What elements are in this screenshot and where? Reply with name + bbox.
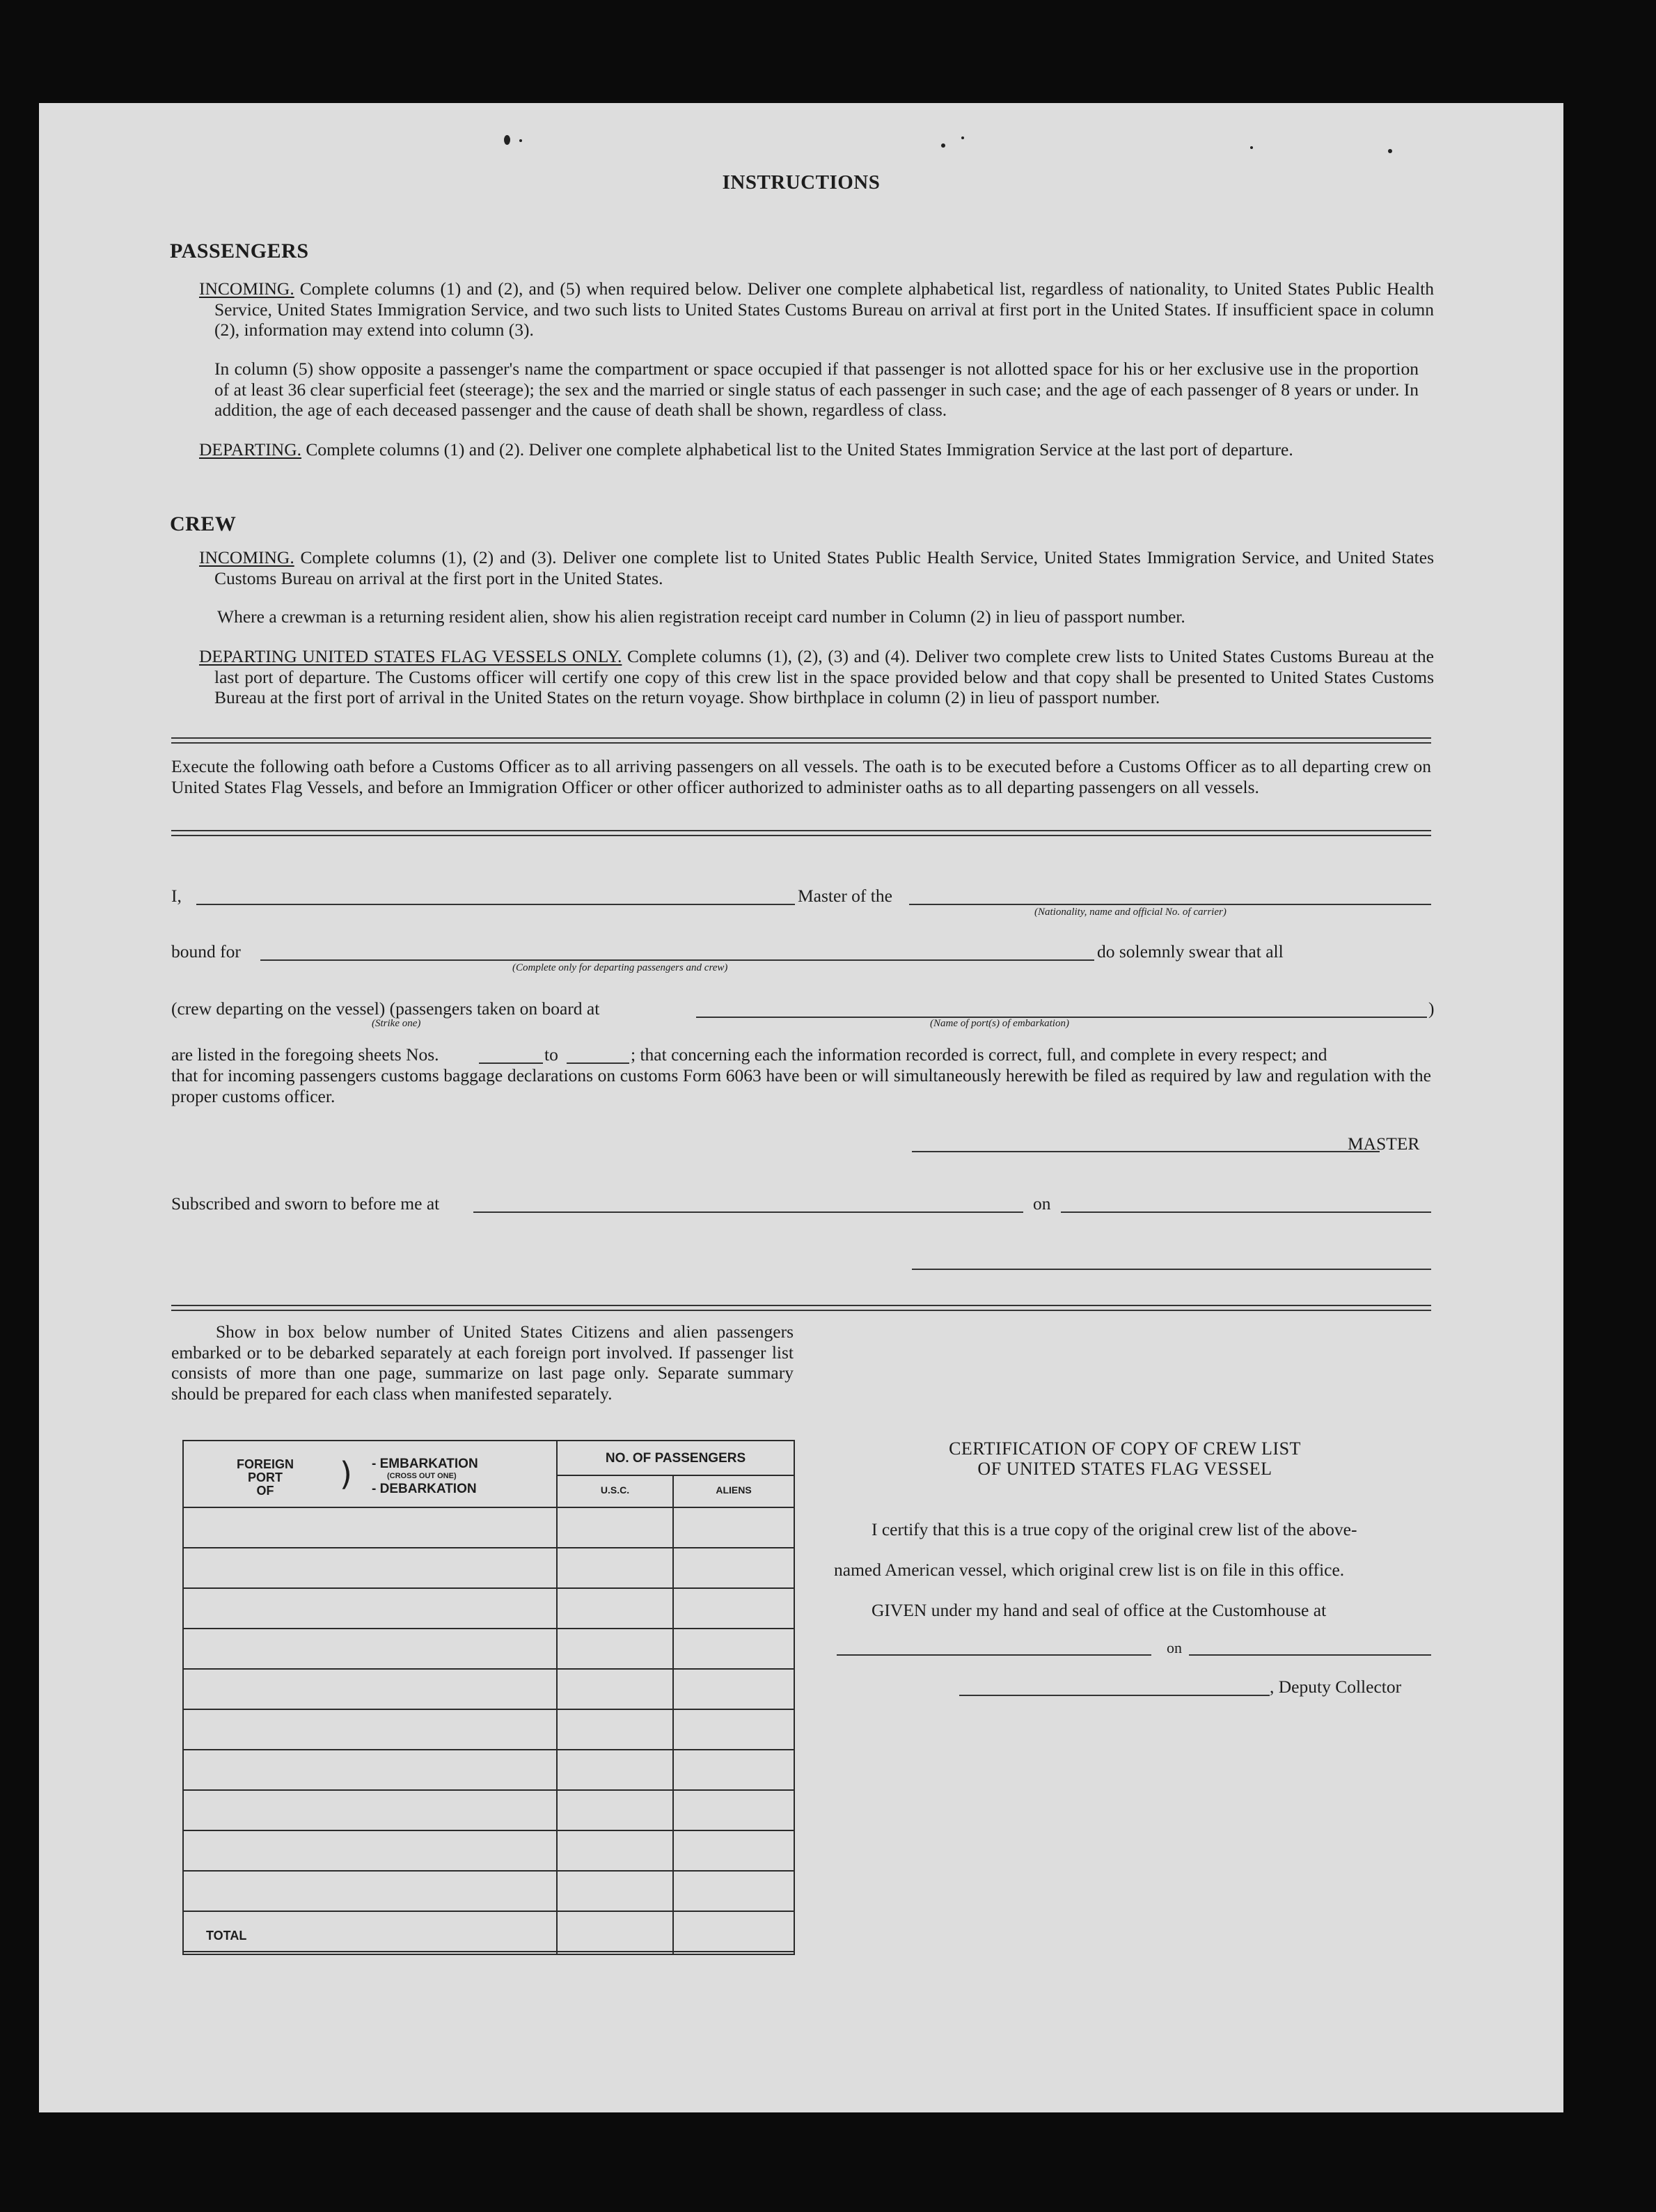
table-row[interactable] bbox=[184, 1911, 794, 1912]
crew-incoming-paragraph bbox=[199, 547, 1434, 588]
deputy-collector-label: , Deputy Collector bbox=[1270, 1677, 1402, 1697]
summary-instructions: Show in box below number of United States Citizens and alien passengers embarked or to be debarked separately at each foreign port involved. If passenger list consists of more than one page, summarize on last page only. Separate summary should be prepared for each class when manifested separately. bbox=[171, 1321, 794, 1404]
passengers-incoming-text: Complete columns (1) and (2), and (5) when required below. Deliver one complete alphabetical list, regardless of nationality, to United States Public Health Service, United States Immigration Service, and two such lists to United States Customs Bureau on arrival at first port in the United States. If insufficient space in column (2), information may extend into column (3). bbox=[214, 279, 1434, 340]
deputy-collector-signature-field[interactable] bbox=[959, 1695, 1270, 1696]
destination-field[interactable] bbox=[260, 959, 1094, 961]
table-column-divider bbox=[556, 1441, 558, 1954]
customhouse-field[interactable] bbox=[837, 1654, 1151, 1656]
scan-speck bbox=[941, 143, 945, 148]
table-row[interactable] bbox=[184, 1789, 794, 1791]
sworn-on-label: on bbox=[1033, 1193, 1051, 1214]
table-row[interactable] bbox=[184, 1668, 794, 1670]
page-title: INSTRUCTIONS bbox=[722, 171, 881, 194]
debarkation-label: - DEBARKATION bbox=[372, 1482, 477, 1496]
table-row[interactable] bbox=[184, 1870, 794, 1872]
close-paren: ) bbox=[1428, 998, 1435, 1019]
crew-incoming-label: INCOMING. bbox=[199, 547, 294, 567]
table-row[interactable] bbox=[184, 1709, 794, 1710]
sheet-to-field[interactable] bbox=[567, 1062, 629, 1064]
total-label: TOTAL bbox=[206, 1929, 247, 1943]
brace-icon: ) bbox=[340, 1455, 352, 1493]
table-row[interactable] bbox=[184, 1547, 794, 1548]
destination-hint: (Complete only for departing passengers and crew) bbox=[512, 962, 728, 973]
master-signature-field[interactable] bbox=[912, 1151, 1380, 1152]
crew-passengers-label: (crew departing on the vessel) (passengers taken on board at bbox=[171, 998, 600, 1019]
scan-speck bbox=[961, 136, 964, 139]
passengers-column5-paragraph: In column (5) show opposite a passenger's name the compartment or space occupied if that passenger is not allotted space for his or her exclusive use in the proportion of at least 36 clear superficial feet (steerage); the sex and the married or single status of each passenger in such case; and the age of each passenger of 8 years or under. In addition, the age of each deceased passenger and the cause of death shall be shown, regardless of class. bbox=[214, 359, 1419, 420]
solemnly-swear-label: do solemnly swear that all bbox=[1097, 941, 1284, 962]
sheets-nos-label: are listed in the foregoing sheets Nos. bbox=[171, 1044, 439, 1065]
sworn-date-field[interactable] bbox=[1061, 1211, 1431, 1213]
sworn-place-field[interactable] bbox=[473, 1211, 1023, 1213]
section-divider bbox=[171, 830, 1431, 836]
crew-heading: CREW bbox=[170, 512, 237, 535]
table-header-bottom bbox=[184, 1507, 794, 1508]
table-row[interactable] bbox=[184, 1587, 794, 1589]
master-label: MASTER bbox=[1348, 1134, 1420, 1154]
oath-i-label: I, bbox=[171, 886, 182, 906]
table-row[interactable] bbox=[184, 1951, 794, 1952]
passengers-incoming-label: INCOMING. bbox=[199, 279, 294, 299]
no-of-passengers-header: NO. OF PASSENGERS bbox=[605, 1451, 746, 1466]
carrier-field[interactable] bbox=[909, 904, 1431, 905]
sheets-to-label: to bbox=[544, 1044, 558, 1065]
certification-title bbox=[826, 1438, 1424, 1479]
table-header-divider bbox=[558, 1475, 794, 1476]
sheets-concerning-label: ; that concerning each the information recorded is correct, full, and complete in every respect; and bbox=[631, 1044, 1327, 1065]
table-row[interactable] bbox=[184, 1830, 794, 1831]
sheet-from-field[interactable] bbox=[479, 1062, 543, 1064]
certification-title-line2: OF UNITED STATES FLAG VESSEL bbox=[977, 1459, 1272, 1479]
certification-date-field[interactable] bbox=[1189, 1654, 1431, 1656]
usc-header: U.S.C. bbox=[600, 1484, 630, 1496]
passenger-summary-table bbox=[182, 1440, 795, 1955]
officer-signature-field[interactable] bbox=[912, 1269, 1431, 1270]
section-divider bbox=[171, 1305, 1431, 1311]
crew-departing-text: Complete columns (1), (2), (3) and (4). Deliver two complete crew lists to United States Customs Bureau at the last port of departure. The Customs officer will certify one copy of this crew list in the space provided below and that copy shall be presented to United States Customs Bureau at the first port of arrival in the United States on the return voyage. Show birthplace in column (2) in lieu of passport number. bbox=[214, 646, 1435, 707]
carrier-hint: (Nationality, name and official No. of carrier) bbox=[1034, 907, 1227, 918]
passengers-departing-text: Complete columns (1) and (2). Deliver one complete alphabetical list to the United States Immigration Service at the last port of departure. bbox=[306, 439, 1293, 460]
certification-line1: I certify that this is a true copy of the original crew list of the above- bbox=[872, 1519, 1357, 1539]
passengers-departing-paragraph bbox=[199, 439, 1434, 460]
certification-title-line1: CERTIFICATION OF COPY OF CREW LIST bbox=[949, 1438, 1301, 1459]
master-of-label: Master of the bbox=[798, 886, 892, 906]
master-name-field[interactable] bbox=[196, 904, 795, 905]
crew-departing-paragraph bbox=[199, 646, 1434, 708]
certification-line3: GIVEN under my hand and seal of office at the Customhouse at bbox=[872, 1600, 1327, 1620]
aliens-header: ALIENS bbox=[716, 1484, 752, 1496]
bound-for-label: bound for bbox=[171, 941, 241, 962]
form-sheet bbox=[39, 103, 1563, 2112]
foreign-label: FOREIGN bbox=[236, 1457, 294, 1471]
oath-declaration-paragraph: that for incoming passengers customs baggage declarations on customs Form 6063 have been or will simultaneously herewith be filed as required by law and regulation with the proper customs officer. bbox=[171, 1065, 1431, 1106]
scan-speck bbox=[504, 135, 510, 145]
passengers-incoming-paragraph bbox=[199, 279, 1434, 340]
scan-speck bbox=[1250, 146, 1253, 149]
embarkation-hint: (Name of port(s) of embarkation) bbox=[930, 1018, 1069, 1029]
embarkation-label: - EMBARKATION bbox=[372, 1457, 478, 1471]
strike-one-hint: (Strike one) bbox=[372, 1018, 421, 1029]
passengers-departing-label: DEPARTING. bbox=[199, 439, 301, 460]
subscribed-label: Subscribed and sworn to before me at bbox=[171, 1193, 440, 1214]
certification-line2: named American vessel, which original crew list is on file in this office. bbox=[834, 1560, 1345, 1580]
foreign-port-header bbox=[220, 1458, 310, 1498]
crew-resident-paragraph: Where a crewman is a returning resident alien, show his alien registration receipt card number in Column (2) in lieu of passport number. bbox=[217, 606, 1185, 627]
scan-speck bbox=[519, 139, 522, 142]
certification-on-label: on bbox=[1167, 1639, 1182, 1656]
passengers-heading: PASSENGERS bbox=[170, 240, 309, 262]
scan-speck bbox=[1388, 149, 1392, 153]
table-row[interactable] bbox=[184, 1628, 794, 1629]
cross-out-label: (CROSS OUT ONE) bbox=[387, 1472, 457, 1480]
of-label: OF bbox=[256, 1484, 274, 1498]
crew-departing-label: DEPARTING UNITED STATES FLAG VESSELS ONLY. bbox=[199, 646, 622, 666]
port-label: PORT bbox=[247, 1470, 283, 1484]
oath-intro-paragraph: Execute the following oath before a Customs Officer as to all arriving passengers on all vessels. The oath is to be executed before a Customs Officer as to all departing crew on United States Flag Vessels, and before an Immigration Officer or other officer authorized to administer oaths as to all departing passengers on all vessels. bbox=[171, 756, 1431, 797]
section-divider bbox=[171, 737, 1431, 744]
crew-incoming-text: Complete columns (1), (2) and (3). Deliver one complete list to United States Public Health Service, United States Immigration Service, and United States Customs Bureau on arrival at the first port in the United States. bbox=[214, 547, 1434, 588]
table-row[interactable] bbox=[184, 1749, 794, 1750]
